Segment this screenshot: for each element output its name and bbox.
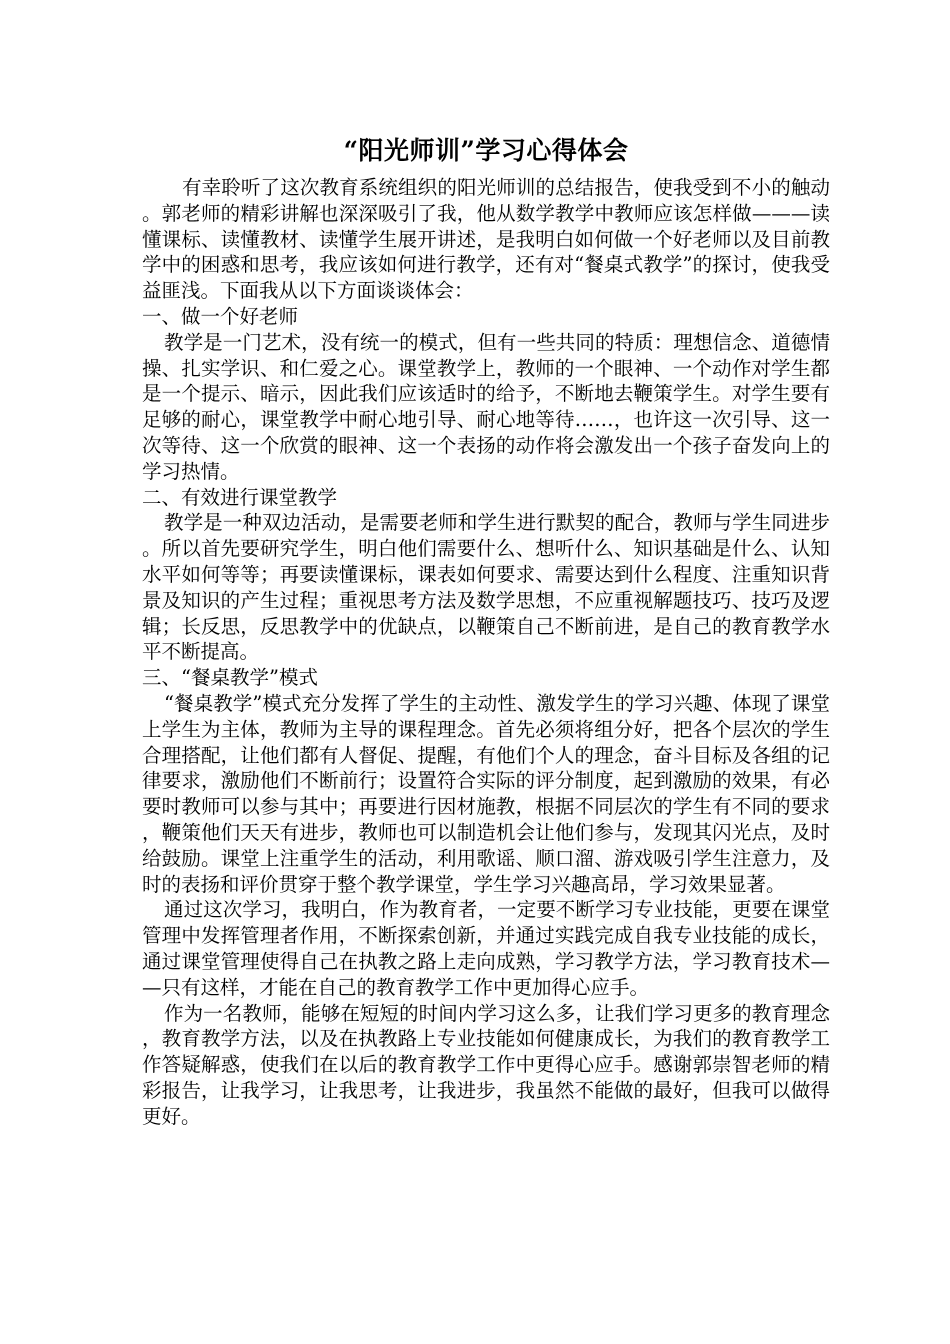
section-1: [142, 304, 830, 485]
section-2: [142, 485, 830, 666]
section-3: [142, 665, 830, 897]
document-title: “阳光师训”学习心得体会: [343, 136, 629, 165]
document-page: [142, 135, 830, 1129]
section-body: 教学是一门艺术，没有统一的模式，但有一些共同的特质：理想信念、道德情操、扎实学识、和仁爱之心。课堂教学上，教师的一个眼神、一个动作对学生都是一个提示、暗示，因此我们应该适时的给予，不断地去鞭策学生。对学生要有足够的耐心，课堂教学中耐心地引导、耐心地等待……，也许这一次引导、这一次等待、这一个欣赏的眼神、这一个表扬的动作将会激发出一个孩子奋发向上的学习热情。: [142, 330, 830, 483]
closing-paragraph-2: 作为一名教师，能够在短短的时间内学习这么多，让我们学习更多的教育理念，教育教学方法，以及在执教路上专业技能如何健康成长，为我们的教育教学工作答疑解惑，使我们在以后的教育教学工作中更得心应手。感谢郭崇智老师的精彩报告，让我学习，让我思考，让我进步，我虽然不能做的最好，但我可以做得更好。: [142, 1001, 830, 1128]
intro-paragraph: 有幸聆听了这次教育系统组织的阳光师训的总结报告，使我受到不小的触动。郭老师的精彩讲解也深深吸引了我，他从数学教学中教师应该怎样做———读懂课标、读懂教材、读懂学生展开讲述，是我明白如何做一个好老师以及目前教学中的困惑和思考，我应该如何进行教学，还有对“餐桌式教学”的探讨，使我受益匪浅。下面我从以下方面谈谈体会：: [142, 176, 830, 303]
section-body: 教学是一种双边活动，是需要老师和学生进行默契的配合，教师与学生同进步。所以首先要研究学生，明白他们需要什么、想听什么、知识基础是什么、认知水平如何等等；再要读懂课标，课表如何要求、需要达到什么程度、注重知识背景及知识的产生过程；重视思考方法及数学思想，不应重视解题技巧、技巧及逻辑；长反思，反思教学中的优缺点，以鞭策自己不断前进，是自己的教育教学水平不断提高。: [142, 511, 830, 664]
section-body: “餐桌教学”模式充分发挥了学生的主动性、激发学生的学习兴趣、体现了课堂上学生为主体，教师为主导的课程理念。首先必须将组分好，把各个层次的学生合理搭配，让他们都有人督促、提醒，有他们个人的理念，奋斗目标及各组的记律要求，激励他们不断前行；设置符合实际的评分制度，起到激励的效果，有必要时教师可以参与其中；再要进行因材施教，根据不同层次的学生有不同的要求，鞭策他们天天有进步，教师也可以制造机会让他们参与，发现其闪光点，及时给鼓励。课堂上注重学生的活动，利用歌谣、顺口溜、游戏吸引学生注意力，及时的表扬和评价贯穿于整个教学课堂，学生学习兴趣高昂，学习效果显著。: [142, 691, 830, 896]
section-heading: 三、“餐桌教学”模式: [142, 666, 318, 690]
closing-paragraph-1: 通过这次学习，我明白，作为教育者，一定要不断学习专业技能，更要在课堂管理中发挥管理者作用，不断探索创新，并通过实践完成自我专业技能的成长，通过课堂管理使得自己在执教之路上走向成熟，学习教学方法，学习教育技术——只有这样，才能在自己的教育教学工作中更加得心应手。: [142, 898, 830, 999]
section-heading: 二、有效进行课堂教学: [142, 485, 338, 509]
section-heading: 一、做一个好老师: [142, 304, 299, 328]
